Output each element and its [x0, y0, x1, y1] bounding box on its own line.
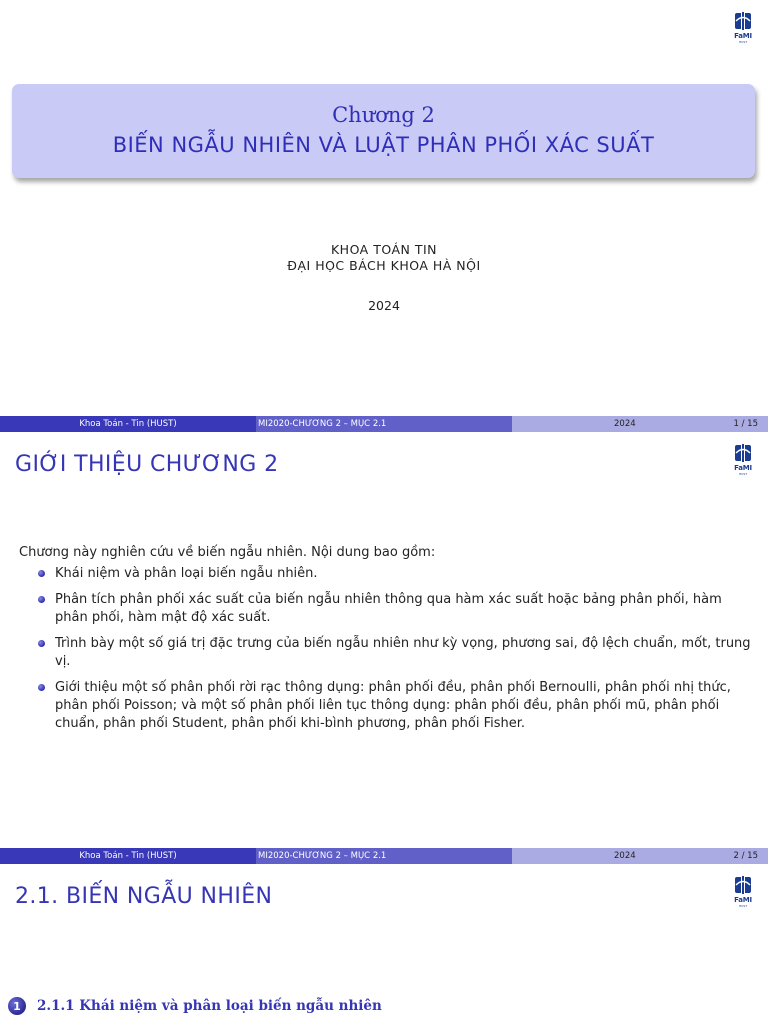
logo-text: FaMI: [734, 32, 752, 40]
footer-course: MI2020-CHƯƠNG 2 – MỤC 2.1: [256, 416, 512, 432]
footer-year: 2024: [614, 851, 636, 861]
slide-3: [0, 864, 768, 1024]
author-block: [0, 242, 768, 274]
logo-subtext: HUST: [738, 40, 748, 44]
fami-logo: [730, 874, 756, 914]
logo-subtext: HUST: [738, 472, 748, 476]
author-line-1: KHOA TOÁN TIN: [330, 242, 438, 257]
toc-number-badge: 1: [8, 997, 26, 1015]
fami-logo-icon: [732, 10, 754, 32]
frame-title: 2.1. BIẾN NGẪU NHIÊN: [15, 884, 273, 909]
slide-2: [0, 432, 768, 864]
toc-item-label: 2.1.1 Khái niệm và phân loại biến ngẫu nhiên: [37, 998, 382, 1014]
bullet-icon: [38, 570, 45, 577]
list-item: [38, 635, 754, 671]
footer-year: 2024: [614, 419, 636, 429]
list-item: [38, 565, 754, 583]
fami-logo: [730, 442, 756, 482]
footer-course: MI2020-CHƯƠNG 2 – MỤC 2.1: [256, 848, 512, 864]
page-number: 2 / 15: [733, 851, 758, 861]
footer-author: Khoa Toán - Tin (HUST): [0, 416, 256, 432]
intro-text: Chương này nghiên cứu về biến ngẫu nhiên. Nội dung bao gồm:: [19, 545, 436, 560]
page-number: 1 / 15: [733, 419, 758, 429]
toc-item[interactable]: [8, 997, 382, 1015]
bullet-icon: [38, 596, 45, 603]
footer-author: Khoa Toán - Tin (HUST): [0, 848, 256, 864]
frame-title: GIỚI THIỆU CHƯƠNG 2: [15, 452, 279, 477]
chapter-number: Chương 2: [332, 103, 435, 127]
fami-logo-icon: [732, 874, 754, 896]
author-line-2: ĐẠI HỌC BÁCH KHOA HÀ NỘI: [287, 258, 481, 273]
footer-right: [512, 848, 768, 864]
bullet-icon: [38, 684, 45, 691]
footer-right: [512, 416, 768, 432]
footer-bar: [0, 848, 768, 864]
list-item-text: Phân tích phân phối xác suất của biến ngẫu nhiên thông qua hàm xác suất hoặc bảng phân phối, hàm phân phối, hàm mật độ xác suất.: [55, 592, 722, 625]
logo-text: FaMI: [734, 896, 752, 904]
logo-text: FaMI: [734, 464, 752, 472]
fami-logo-icon: [732, 442, 754, 464]
slide-1: [0, 0, 768, 432]
slide-year: 2024: [368, 298, 400, 313]
footer-bar: [0, 416, 768, 432]
list-item: [38, 591, 754, 627]
list-item-text: Khái niệm và phân loại biến ngẫu nhiên.: [55, 566, 318, 581]
chapter-title: BIẾN NGẪU NHIÊN VÀ LUẬT PHÂN PHỐI XÁC SUẤT: [112, 133, 655, 157]
bullet-list: [38, 565, 754, 741]
list-item: [38, 679, 754, 733]
fami-logo: [730, 10, 756, 50]
list-item-text: Giới thiệu một số phân phối rời rạc thông dụng: phân phối đều, phân phối Bernoulli, phân phối nhị thức, phân phối Poisson; và một số phân phối liên tục thông dụng: phân phối đều, phân phối mũ, phân phối chuẩn, phân phối Student, phân phối khi-bình phương, phân phối Fisher.: [55, 680, 731, 731]
bullet-icon: [38, 640, 45, 647]
list-item-text: Trình bày một số giá trị đặc trưng của biến ngẫu nhiên như kỳ vọng, phương sai, độ lệch chuẩn, mốt, trung vị.: [55, 636, 751, 669]
title-block: [12, 84, 755, 178]
logo-subtext: HUST: [738, 904, 748, 908]
